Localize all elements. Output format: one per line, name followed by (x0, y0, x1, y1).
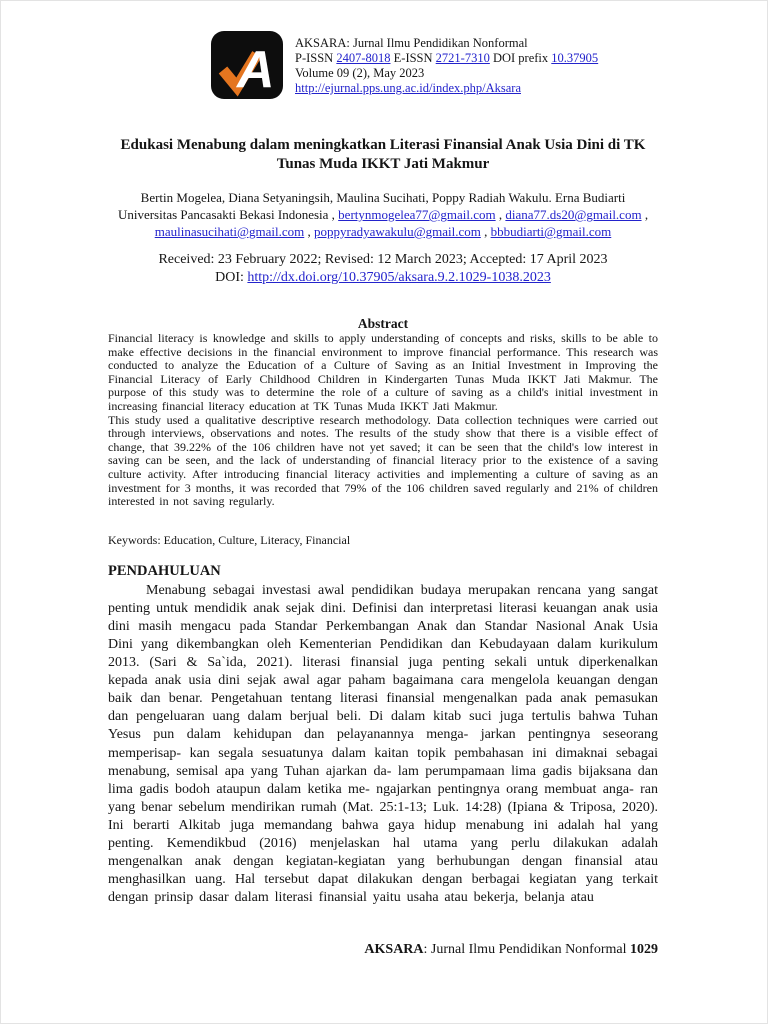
abstract-paragraph-1: Financial literacy is knowledge and skills to apply understanding of concepts and risks, skills to be able to make effective decisions in the financial environment to improve financial performance. This research was conducted to analyze the Education of a Culture of Saving as an Initial Investment in Improving the Financial Literacy of Early Childhood Children in Kindergarten Tunas Muda IKKT Jati Makmur. The purpose of this study was to determine the role of a culture of saving as a child's initial investment in increasing financial literacy education at TK Tunas Muda IKKT Jati Makmur. (108, 331, 658, 413)
abstract-heading: Abstract (357, 316, 409, 331)
text-segment: , (304, 224, 314, 239)
journal-title: AKSARA: Jurnal Ilmu Pendidikan Nonformal (295, 36, 528, 50)
svg-text:A: A (237, 41, 275, 99)
bold-text: AKSARA (364, 942, 424, 957)
volume-line: Volume 09 (2), May 2023 (295, 66, 425, 80)
hyperlink[interactable]: poppyradyawakulu@gmail.com (314, 224, 481, 239)
article-title: Edukasi Menabung dalam meningkatkan Literasi Finansial Anak Usia Dini di TK Tunas Muda IKKT Jati Makmur (120, 137, 646, 172)
text-segment: DOI prefix (489, 51, 552, 65)
journal-url-link[interactable]: http://ejurnal.pps.ung.ac.id/index.php/Aksara (295, 81, 521, 95)
doi-line (108, 269, 658, 287)
journal-header-text (295, 30, 598, 96)
text-segment: , (641, 207, 649, 222)
text-segment: DOI: (215, 270, 248, 285)
abstract-paragraph-2: This study used a qualitative descriptive research methodology. Data collection techniques were carried out through interviews, observations and notes. The results of the study show that there is a visible effect of change, that 39.22% of the 106 children have not yet saved; it can be seen that the child's low interest in saving can be seen, and the lack of understanding of financial literacy prior to the existence of a saving culture activity. After introducing financial literacy activities and implementing a culture of saving as an investment for 3 months, it was recorded that 79% of the 106 children saved regularly and 21% of children interested in not saving regularly. (108, 412, 658, 509)
text-segment: E-ISSN (390, 51, 436, 65)
aksara-logo-icon (210, 30, 284, 100)
hyperlink[interactable]: 2721-7310 (435, 51, 490, 65)
text-segment: , (495, 207, 506, 222)
affiliation-emails-line (108, 206, 658, 240)
received-line: Received: 23 February 2022; Revised: 12 March 2023; Accepted: 17 April 2023 (158, 252, 608, 267)
hyperlink[interactable]: diana77.ds20@gmail.com (505, 207, 642, 222)
hyperlink[interactable]: bertynmogelea77@gmail.com (338, 207, 496, 222)
text-segment: Universitas Pancasakti Bekasi Indonesia , (117, 207, 339, 222)
authors-line: Bertin Mogelea, Diana Setyaningsih, Maulina Sucihati, Poppy Radiah Wakulu. Erna Budiarti (140, 190, 626, 205)
section-paragraph: Menabung sebagai investasi awal pendidikan budaya merupakan rencana yang sangat penting untuk mendidik anak sejak dini. Definisi dan interpretasi literasi keuangan anak usia dini masih mengacu pada Standar Perkembangan Anak dan Standar Nasional Anak Usia Dini yang dikembangkan oleh Kementerian Pendidikan dan Kebudayaan dalam kurikulum 2013. (Sari & Sa`ida, 2021). literasi finansial juga penting sekali untuk diperkenalkan kepada anak usia dini sejak awal agar paham bagaimana cara mengelola keuangan dengan baik dan benar. Pengetahuan tentang literasi finansial mengenalkan pada anak pemasukan dan pengeluaran uang dalam berjual beli. Di dalam kitab suci juga tertulis bahwa Tuhan Yesus pun dalam kehidupan dan pelayanannya menga- jarkan pentingnya seseorang memperisap- kan segala sesuatunya dalam kaitan topik pembahasan ini dimaknai sebagai menabung, semisal apa yang Tuhan ajarkan da- lam perumpamaan lima gadis bijaksana dan lima gadis bodoh ataupun dalam ketika me- ngajarkan pentingnya orang membuat anga- ran yang benar sebelum mendirikan rumah (Mat. 25:1-13; Luk. 14:28) (Ipiana & Triposa, 2020). Ini berarti Alkitab juga memandang bahwa gaya hidup menabung ini adalah hal yang penting. Kemendikbud (2016) menjelaskan hal utama yang perlu dilakukan adalah mengenalkan anak dengan kegiatan-kegiatan yang berhubungan dengan finansial atau menghasilkan uang. Hal tersebut dapat dilakukan dengan berbagai kegiatan yang terkait dengan prinsip dasar dalam literasi finansial yaitu usaha atau bekerja, belanja atau (108, 582, 658, 906)
text-segment: , (480, 224, 491, 239)
text-segment: : Jurnal Ilmu Pendidikan Nonformal (423, 942, 630, 957)
journal-header (210, 30, 658, 100)
issn-line (295, 51, 598, 66)
bold-text: 1029 (630, 942, 658, 957)
keywords-line: Keywords: Education, Culture, Literacy, Financial (108, 532, 351, 547)
hyperlink[interactable]: http://dx.doi.org/10.37905/aksara.9.2.1029-1038.2023 (247, 270, 551, 285)
hyperlink[interactable]: bbbudiarti@gmail.com (490, 224, 612, 239)
hyperlink[interactable]: 10.37905 (551, 51, 599, 65)
hyperlink[interactable]: 2407-8018 (336, 51, 391, 65)
section-heading-pendahuluan: PENDAHULUAN (108, 562, 221, 579)
journal-url-line (295, 81, 598, 96)
text-segment: P-ISSN (295, 51, 337, 65)
page-footer (364, 941, 658, 959)
hyperlink[interactable]: maulinasucihati@gmail.com (154, 224, 305, 239)
page-content (108, 0, 658, 907)
